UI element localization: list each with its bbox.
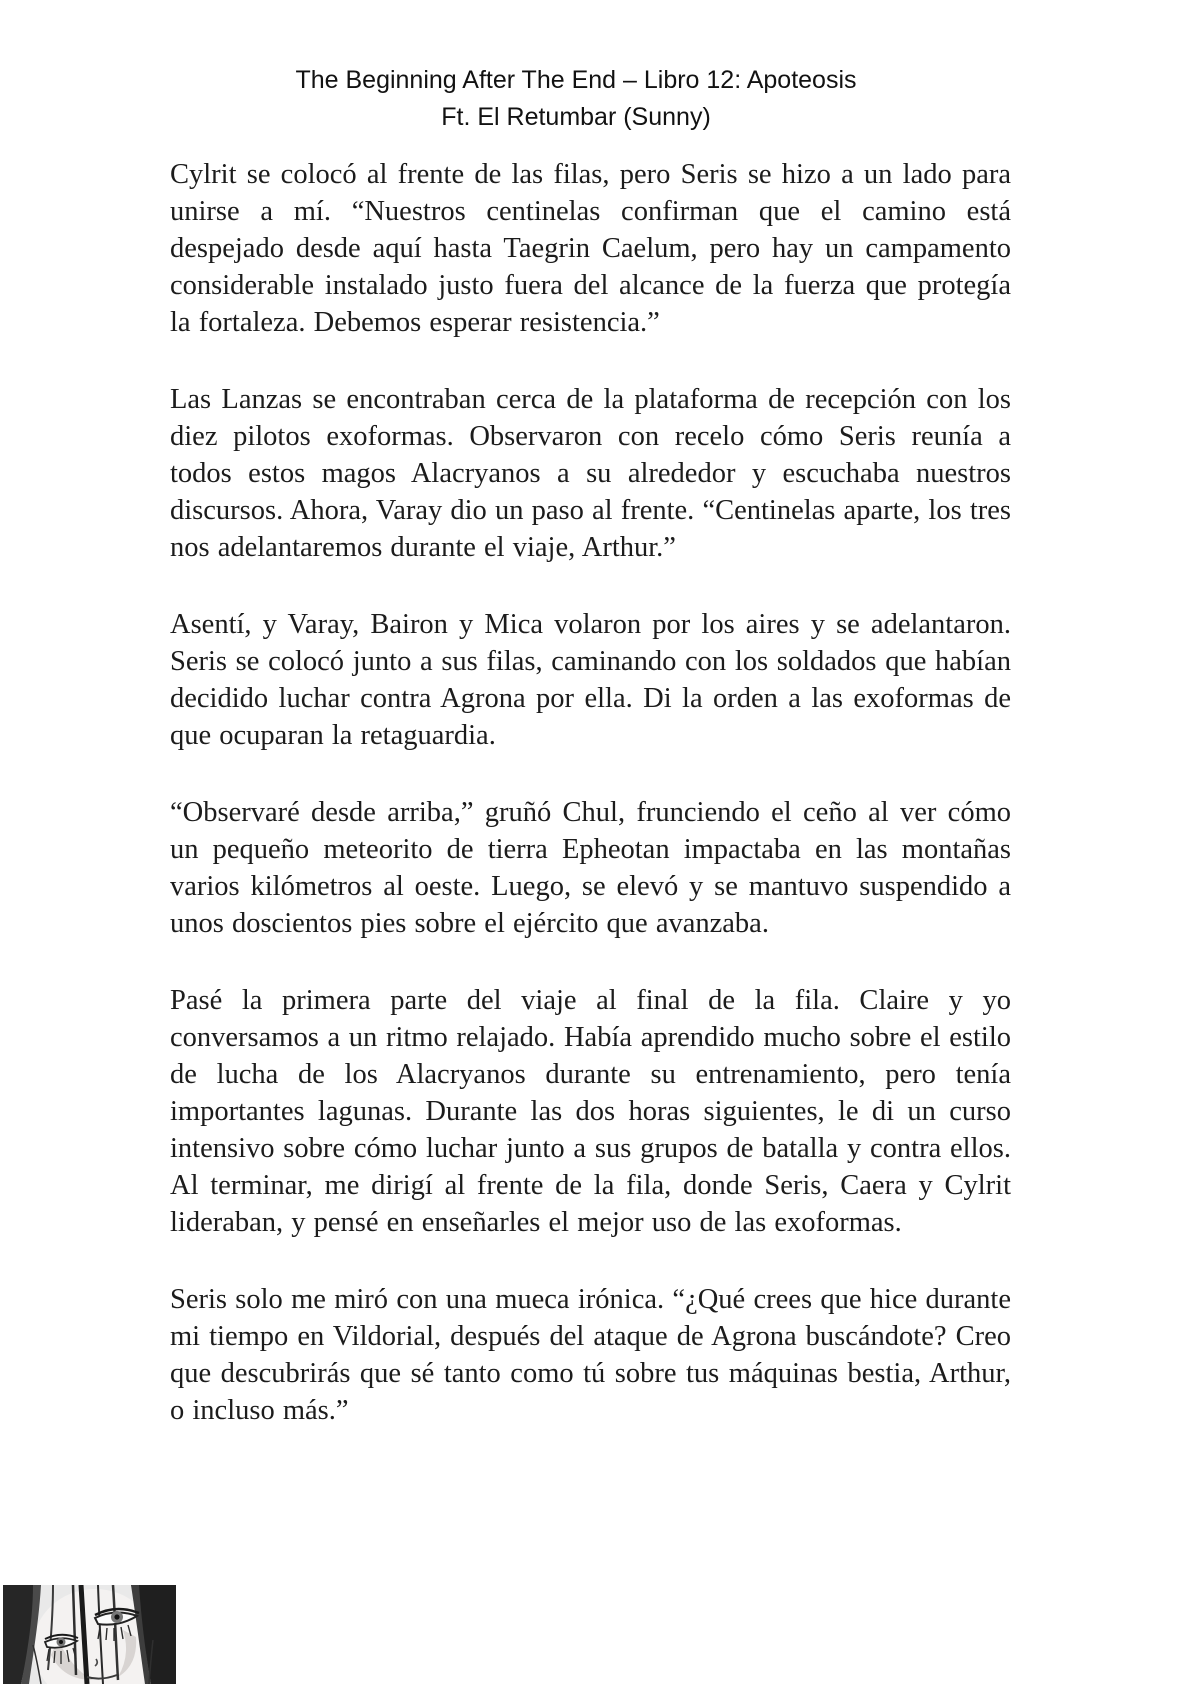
paragraph: Pasé la primera parte del viaje al final de la fila. Claire y yo conversamos a un ritmo relajado. Había aprendido mucho sobre el estilo de lucha de los Alacryanos durante su entrenamiento, pero tenía importantes lagunas. Durante las dos horas siguientes, le di un curso intensivo sobre cómo luchar junto a sus grupos de batalla y contra ellos. Al terminar, me dirigí al frente de la fila, donde Seris, Caera y Cylrit lideraban, y pensé en enseñarles el mejor uso de las exoformas.: [170, 985, 1011, 1238]
paragraph: “Observaré desde arriba,” gruñó Chul, frunciendo el ceño al ver cómo un pequeño meteorito de tierra Epheotan impactaba en las montañas varios kilómetros al oeste. Luego, se elevó y se mantuvo suspendido a unos doscientos pies sobre el ejército que avanzaba.: [170, 797, 1011, 939]
paragraph: Las Lanzas se encontraban cerca de la plataforma de recepción con los diez pilotos exoformas. Observaron con recelo cómo Seris reunía a todos estos magos Alacryanos a su alrededor y escuchaba nuestros discursos. Ahora, Varay dio un paso al frente. “Centinelas aparte, los tres nos adelantaremos durante el viaje, Arthur.”: [170, 384, 1011, 563]
title-line-1: The Beginning After The End – Libro 12: Apoteosis: [295, 66, 857, 94]
manga-face-image: [3, 1585, 176, 1684]
body-text: [170, 156, 1011, 1469]
page-title: [96, 62, 1056, 136]
paragraph: Seris solo me miró con una mueca irónica. “¿Qué crees que hice durante mi tiempo en Vildorial, después del ataque de Agrona buscándote? Creo que descubrirás que sé tanto como tú sobre tus máquinas bestia, Arthur, o incluso más.”: [170, 1284, 1011, 1426]
paragraph: Cylrit se colocó al frente de las filas, pero Seris se hizo a un lado para unirse a mí. “Nuestros centinelas confirman que el camino está despejado desde aquí hasta Taegrin Caelum, pero hay un campamento considerable instalado justo fuera del alcance de la fuerza que protegía la fortaleza. Debemos esperar resistencia.”: [170, 159, 1011, 338]
paragraph: Asentí, y Varay, Bairon y Mica volaron por los aires y se adelantaron. Seris se colocó junto a sus filas, caminando con los soldados que habían decidido luchar contra Agrona por ella. Di la orden a las exoformas de que ocuparan la retaguardia.: [170, 609, 1011, 751]
title-line-2: Ft. El Retumbar (Sunny): [441, 103, 711, 131]
